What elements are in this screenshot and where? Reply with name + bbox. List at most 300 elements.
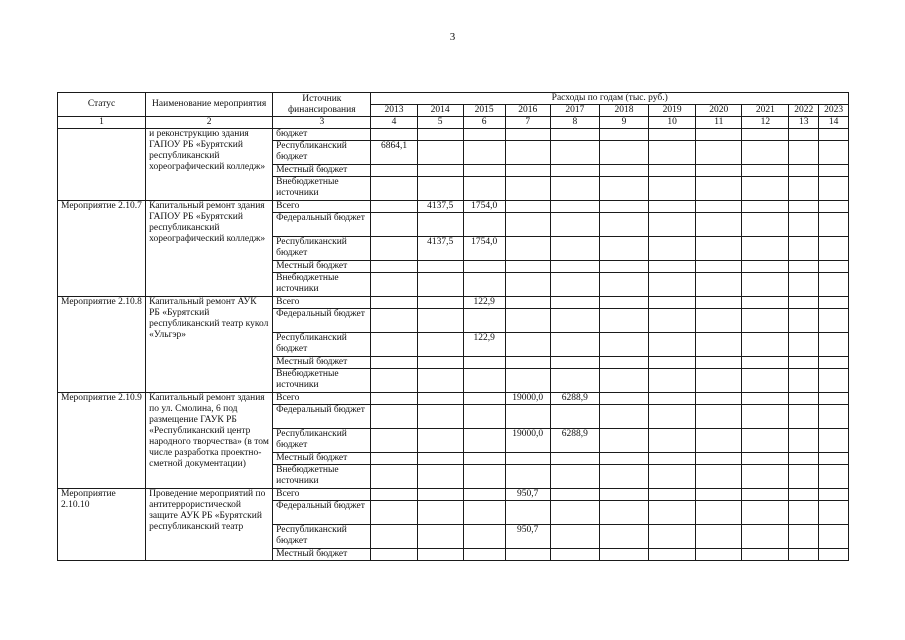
table-row	[58, 393, 849, 405]
measure-name: Капитальный ремонт здания ГАПОУ РБ «Бурятский республиканский хореографический колледж»	[146, 201, 273, 297]
expense-cell: 122,9	[463, 297, 505, 309]
expense-cell	[417, 393, 463, 405]
expense-cell	[463, 129, 505, 141]
expense-cell	[599, 261, 648, 273]
expense-cell	[417, 357, 463, 369]
expense-cell	[819, 273, 849, 297]
expense-cell	[819, 237, 849, 261]
expense-cell	[505, 165, 550, 177]
expense-cell	[463, 405, 505, 429]
expense-cell	[789, 165, 819, 177]
expense-cell	[463, 177, 505, 201]
expense-cell	[819, 165, 849, 177]
column-number: 6	[463, 117, 505, 129]
expense-cell	[696, 177, 742, 201]
expense-cell	[789, 501, 819, 525]
page-number: 3	[449, 31, 456, 43]
expense-cell	[599, 309, 648, 333]
expense-cell	[599, 201, 648, 213]
funding-source: Внебюджетные источники	[273, 369, 371, 393]
expense-cell	[742, 177, 789, 201]
header-year: 2016	[505, 105, 550, 117]
column-number: 2	[146, 117, 273, 129]
expense-cell	[742, 333, 789, 357]
expense-cell	[550, 357, 599, 369]
expense-cell	[649, 165, 696, 177]
header-year: 2020	[696, 105, 742, 117]
expense-cell	[649, 405, 696, 429]
expense-cell	[696, 549, 742, 561]
expense-cell	[417, 177, 463, 201]
expense-cell	[463, 393, 505, 405]
expense-cell	[550, 261, 599, 273]
expense-cell	[742, 489, 789, 501]
expense-cell	[742, 273, 789, 297]
expense-cell	[696, 309, 742, 333]
measure-name: Капитальный ремонт АУК РБ «Бурятский республиканский театр кукол «Ульгэр»	[146, 297, 273, 393]
measure-name: и реконструкцию здания ГАПОУ РБ «Бурятский республиканский хореографический колледж»	[146, 129, 273, 201]
funding-source: Федеральный бюджет	[273, 309, 371, 333]
column-number: 9	[599, 117, 648, 129]
expense-cell: 950,7	[505, 489, 550, 501]
expense-cell	[649, 273, 696, 297]
expense-cell	[505, 405, 550, 429]
expense-cell	[417, 333, 463, 357]
funding-source: Республиканский бюджет	[273, 429, 371, 453]
expense-cell	[819, 405, 849, 429]
expense-cell	[696, 357, 742, 369]
column-number-row	[58, 117, 849, 129]
funding-source: Всего	[273, 201, 371, 213]
table-body	[58, 129, 849, 561]
expense-cell	[417, 297, 463, 309]
expense-cell	[696, 201, 742, 213]
funding-source: Всего	[273, 489, 371, 501]
expense-cell	[599, 489, 648, 501]
expense-cell	[742, 309, 789, 333]
funding-source: Всего	[273, 393, 371, 405]
expense-cell	[550, 309, 599, 333]
expense-cell	[505, 453, 550, 465]
column-number: 10	[649, 117, 696, 129]
expense-cell	[819, 453, 849, 465]
header-status: Статус	[58, 93, 146, 117]
expense-cell	[789, 273, 819, 297]
expense-cell	[789, 177, 819, 201]
expense-cell	[649, 489, 696, 501]
expense-cell	[696, 429, 742, 453]
expense-cell	[550, 549, 599, 561]
funding-source: Внебюджетные источники	[273, 177, 371, 201]
expense-cell	[696, 333, 742, 357]
column-number: 4	[371, 117, 417, 129]
column-number: 14	[819, 117, 849, 129]
column-number: 1	[58, 117, 146, 129]
expense-cell	[550, 501, 599, 525]
expense-cell	[505, 177, 550, 201]
expense-cell	[463, 369, 505, 393]
expense-cell	[819, 333, 849, 357]
expense-cell	[789, 369, 819, 393]
expense-cell: 950,7	[505, 525, 550, 549]
expense-cell	[550, 213, 599, 237]
funding-source: Местный бюджет	[273, 549, 371, 561]
expense-cell	[550, 489, 599, 501]
expense-cell	[371, 549, 417, 561]
expense-cell	[742, 501, 789, 525]
table-row	[58, 201, 849, 213]
expense-cell	[789, 393, 819, 405]
expense-cell	[819, 429, 849, 453]
expense-cell	[649, 501, 696, 525]
funding-source: Республиканский бюджет	[273, 525, 371, 549]
header-expenses: Расходы по годам (тыс. руб.)	[371, 93, 849, 105]
funding-source: Местный бюджет	[273, 261, 371, 273]
expense-cell: 6864,1	[371, 141, 417, 165]
expense-cell	[742, 525, 789, 549]
expense-cell	[649, 453, 696, 465]
expense-cell	[696, 165, 742, 177]
expense-cell	[599, 501, 648, 525]
expense-cell	[417, 369, 463, 393]
expense-cell	[696, 237, 742, 261]
expense-cell	[417, 489, 463, 501]
column-number: 3	[273, 117, 371, 129]
expense-cell	[417, 309, 463, 333]
expense-cell	[371, 369, 417, 393]
expense-cell	[371, 273, 417, 297]
expense-cell	[505, 201, 550, 213]
expense-cell	[819, 297, 849, 309]
expense-cell	[789, 141, 819, 165]
expense-cell	[599, 393, 648, 405]
expense-cell	[742, 165, 789, 177]
expense-cell	[505, 297, 550, 309]
expense-cell	[371, 297, 417, 309]
expense-cell	[599, 297, 648, 309]
expense-cell	[463, 501, 505, 525]
expense-cell	[819, 393, 849, 405]
expense-cell	[550, 201, 599, 213]
table-row	[58, 297, 849, 309]
expense-cell	[599, 465, 648, 489]
expense-cell	[371, 525, 417, 549]
expense-cell	[696, 393, 742, 405]
expense-cell	[696, 501, 742, 525]
header-year: 2022	[789, 105, 819, 117]
expense-cell	[463, 357, 505, 369]
expense-cell	[371, 429, 417, 453]
expense-cell	[649, 309, 696, 333]
expense-cell	[819, 501, 849, 525]
expense-cell	[649, 525, 696, 549]
expense-cell	[819, 177, 849, 201]
expense-cell: 1754,0	[463, 237, 505, 261]
expense-cell	[789, 429, 819, 453]
expense-cell	[371, 213, 417, 237]
expense-cell	[649, 333, 696, 357]
expense-cell: 6288,9	[550, 393, 599, 405]
expense-cell	[649, 129, 696, 141]
expense-cell	[789, 405, 819, 429]
expense-cell	[649, 201, 696, 213]
expense-cell	[417, 453, 463, 465]
expense-cell	[550, 369, 599, 393]
expense-cell	[742, 357, 789, 369]
expense-cell	[789, 237, 819, 261]
expense-cell	[371, 333, 417, 357]
funding-source: Республиканский бюджет	[273, 237, 371, 261]
expense-cell	[742, 141, 789, 165]
expense-cell	[649, 357, 696, 369]
column-number: 8	[550, 117, 599, 129]
expense-cell	[789, 453, 819, 465]
expense-cell	[463, 261, 505, 273]
expense-cell	[550, 465, 599, 489]
expense-cell	[599, 237, 648, 261]
expense-cell	[599, 177, 648, 201]
expense-cell	[789, 489, 819, 501]
expense-cell	[599, 129, 648, 141]
expense-cell	[417, 213, 463, 237]
expense-cell	[599, 333, 648, 357]
expense-cell	[649, 237, 696, 261]
expense-cell: 1754,0	[463, 201, 505, 213]
measure-name: Капитальный ремонт здания по ул. Смолина, 6 под размещение ГАУК РБ «Республиканский центр народного творчества» (в том числе разработка проектно-сметной документации)	[146, 393, 273, 489]
expense-cell	[819, 369, 849, 393]
expense-cell	[417, 405, 463, 429]
expense-cell	[742, 393, 789, 405]
measure-status: Мероприятие 2.10.8	[58, 297, 146, 393]
expense-cell	[505, 261, 550, 273]
expense-cell	[789, 213, 819, 237]
expense-cell	[599, 141, 648, 165]
expense-cell	[505, 273, 550, 297]
expense-cell	[505, 141, 550, 165]
funding-source: бюджет	[273, 129, 371, 141]
expense-cell	[505, 465, 550, 489]
funding-source: Внебюджетные источники	[273, 465, 371, 489]
expense-cell	[819, 489, 849, 501]
expense-cell: 4137,5	[417, 237, 463, 261]
expense-cell	[696, 141, 742, 165]
expense-cell	[371, 453, 417, 465]
expense-cell	[742, 213, 789, 237]
expense-cell	[417, 549, 463, 561]
header-year: 2015	[463, 105, 505, 117]
expense-cell	[649, 177, 696, 201]
expense-cell	[789, 549, 819, 561]
expense-cell	[505, 237, 550, 261]
header-year: 2019	[649, 105, 696, 117]
expense-cell	[371, 177, 417, 201]
column-number: 11	[696, 117, 742, 129]
expense-cell	[819, 525, 849, 549]
expense-cell: 19000,0	[505, 393, 550, 405]
funding-source: Внебюджетные источники	[273, 273, 371, 297]
expense-cell	[789, 357, 819, 369]
expense-cell	[550, 177, 599, 201]
expense-cell	[417, 165, 463, 177]
expense-cell	[742, 129, 789, 141]
expense-cell	[819, 141, 849, 165]
expense-cell	[505, 549, 550, 561]
expense-cell	[819, 465, 849, 489]
header-year: 2014	[417, 105, 463, 117]
expense-cell	[696, 129, 742, 141]
measure-status	[58, 129, 146, 201]
expense-cell	[742, 465, 789, 489]
expense-cell	[649, 297, 696, 309]
expense-cell	[371, 261, 417, 273]
measure-status: Мероприятие 2.10.10	[58, 489, 146, 561]
expense-cell	[789, 201, 819, 213]
header-year: 2017	[550, 105, 599, 117]
expense-cell	[789, 465, 819, 489]
column-number: 7	[505, 117, 550, 129]
expense-cell	[505, 369, 550, 393]
expense-cell	[599, 405, 648, 429]
expense-cell	[649, 369, 696, 393]
expense-cell: 19000,0	[505, 429, 550, 453]
header-year: 2023	[819, 105, 849, 117]
expense-cell	[505, 309, 550, 333]
expense-cell	[550, 525, 599, 549]
expense-cell	[649, 393, 696, 405]
expense-cell	[696, 465, 742, 489]
header-year: 2018	[599, 105, 648, 117]
funding-source: Местный бюджет	[273, 165, 371, 177]
header-year: 2013	[371, 105, 417, 117]
expense-cell	[463, 465, 505, 489]
expense-cell	[417, 525, 463, 549]
budget-table	[57, 92, 849, 561]
expense-cell	[789, 309, 819, 333]
funding-source: Республиканский бюджет	[273, 141, 371, 165]
expense-cell	[819, 357, 849, 369]
expense-cell	[696, 525, 742, 549]
expense-cell	[550, 237, 599, 261]
expense-cell	[371, 489, 417, 501]
expense-cell	[417, 141, 463, 165]
expense-cell	[789, 261, 819, 273]
expense-cell	[463, 549, 505, 561]
expense-cell	[371, 393, 417, 405]
expense-cell	[742, 453, 789, 465]
expense-cell	[696, 273, 742, 297]
expense-cell	[599, 369, 648, 393]
expense-cell	[742, 201, 789, 213]
expense-cell	[463, 309, 505, 333]
expense-cell	[463, 165, 505, 177]
funding-source: Местный бюджет	[273, 357, 371, 369]
expense-cell	[696, 297, 742, 309]
expense-cell	[696, 213, 742, 237]
expense-cell	[371, 165, 417, 177]
expense-cell	[742, 297, 789, 309]
expense-cell	[371, 129, 417, 141]
expense-cell	[649, 141, 696, 165]
funding-source: Местный бюджет	[273, 453, 371, 465]
table-row	[58, 489, 849, 501]
expense-cell	[371, 237, 417, 261]
expense-cell	[463, 429, 505, 453]
expense-cell	[599, 213, 648, 237]
expense-cell	[599, 549, 648, 561]
measure-status: Мероприятие 2.10.9	[58, 393, 146, 489]
expense-cell	[371, 309, 417, 333]
header-name: Наименование мероприятия	[146, 93, 273, 117]
expense-cell	[463, 213, 505, 237]
expense-cell	[819, 549, 849, 561]
expense-cell	[696, 489, 742, 501]
funding-source: Федеральный бюджет	[273, 405, 371, 429]
expense-cell	[599, 525, 648, 549]
header-year: 2021	[742, 105, 789, 117]
header-source: Источник финансирования	[273, 93, 371, 117]
expense-cell	[371, 465, 417, 489]
column-number: 5	[417, 117, 463, 129]
expense-cell	[789, 333, 819, 357]
expense-cell: 122,9	[463, 333, 505, 357]
table-row	[58, 129, 849, 141]
expense-cell	[550, 165, 599, 177]
expense-cell	[819, 129, 849, 141]
expense-cell: 6288,9	[550, 429, 599, 453]
expense-cell	[505, 333, 550, 357]
column-number: 13	[789, 117, 819, 129]
expense-cell	[649, 213, 696, 237]
funding-source: Федеральный бюджет	[273, 213, 371, 237]
expense-cell	[417, 465, 463, 489]
expense-cell	[417, 273, 463, 297]
expense-cell	[696, 405, 742, 429]
expense-cell	[505, 501, 550, 525]
funding-source: Федеральный бюджет	[273, 501, 371, 525]
expense-cell	[789, 297, 819, 309]
expense-cell	[696, 453, 742, 465]
funding-source: Республиканский бюджет	[273, 333, 371, 357]
expense-cell	[550, 453, 599, 465]
expense-cell	[463, 141, 505, 165]
expense-cell	[505, 129, 550, 141]
expense-cell	[463, 489, 505, 501]
expense-cell	[742, 549, 789, 561]
expense-cell	[417, 429, 463, 453]
expense-cell	[505, 213, 550, 237]
expense-cell	[371, 405, 417, 429]
expense-cell	[371, 357, 417, 369]
expense-cell: 4137,5	[417, 201, 463, 213]
expense-cell	[789, 129, 819, 141]
expense-cell	[417, 261, 463, 273]
expense-cell	[599, 273, 648, 297]
expense-cell	[550, 273, 599, 297]
expense-cell	[463, 273, 505, 297]
expense-cell	[649, 465, 696, 489]
expense-cell	[742, 369, 789, 393]
expense-cell	[599, 165, 648, 177]
expense-cell	[550, 405, 599, 429]
expense-cell	[463, 525, 505, 549]
expense-cell	[505, 357, 550, 369]
expense-cell	[550, 297, 599, 309]
expense-cell	[649, 261, 696, 273]
expense-cell	[789, 525, 819, 549]
expense-cell	[371, 501, 417, 525]
expense-cell	[819, 309, 849, 333]
expense-cell	[742, 405, 789, 429]
